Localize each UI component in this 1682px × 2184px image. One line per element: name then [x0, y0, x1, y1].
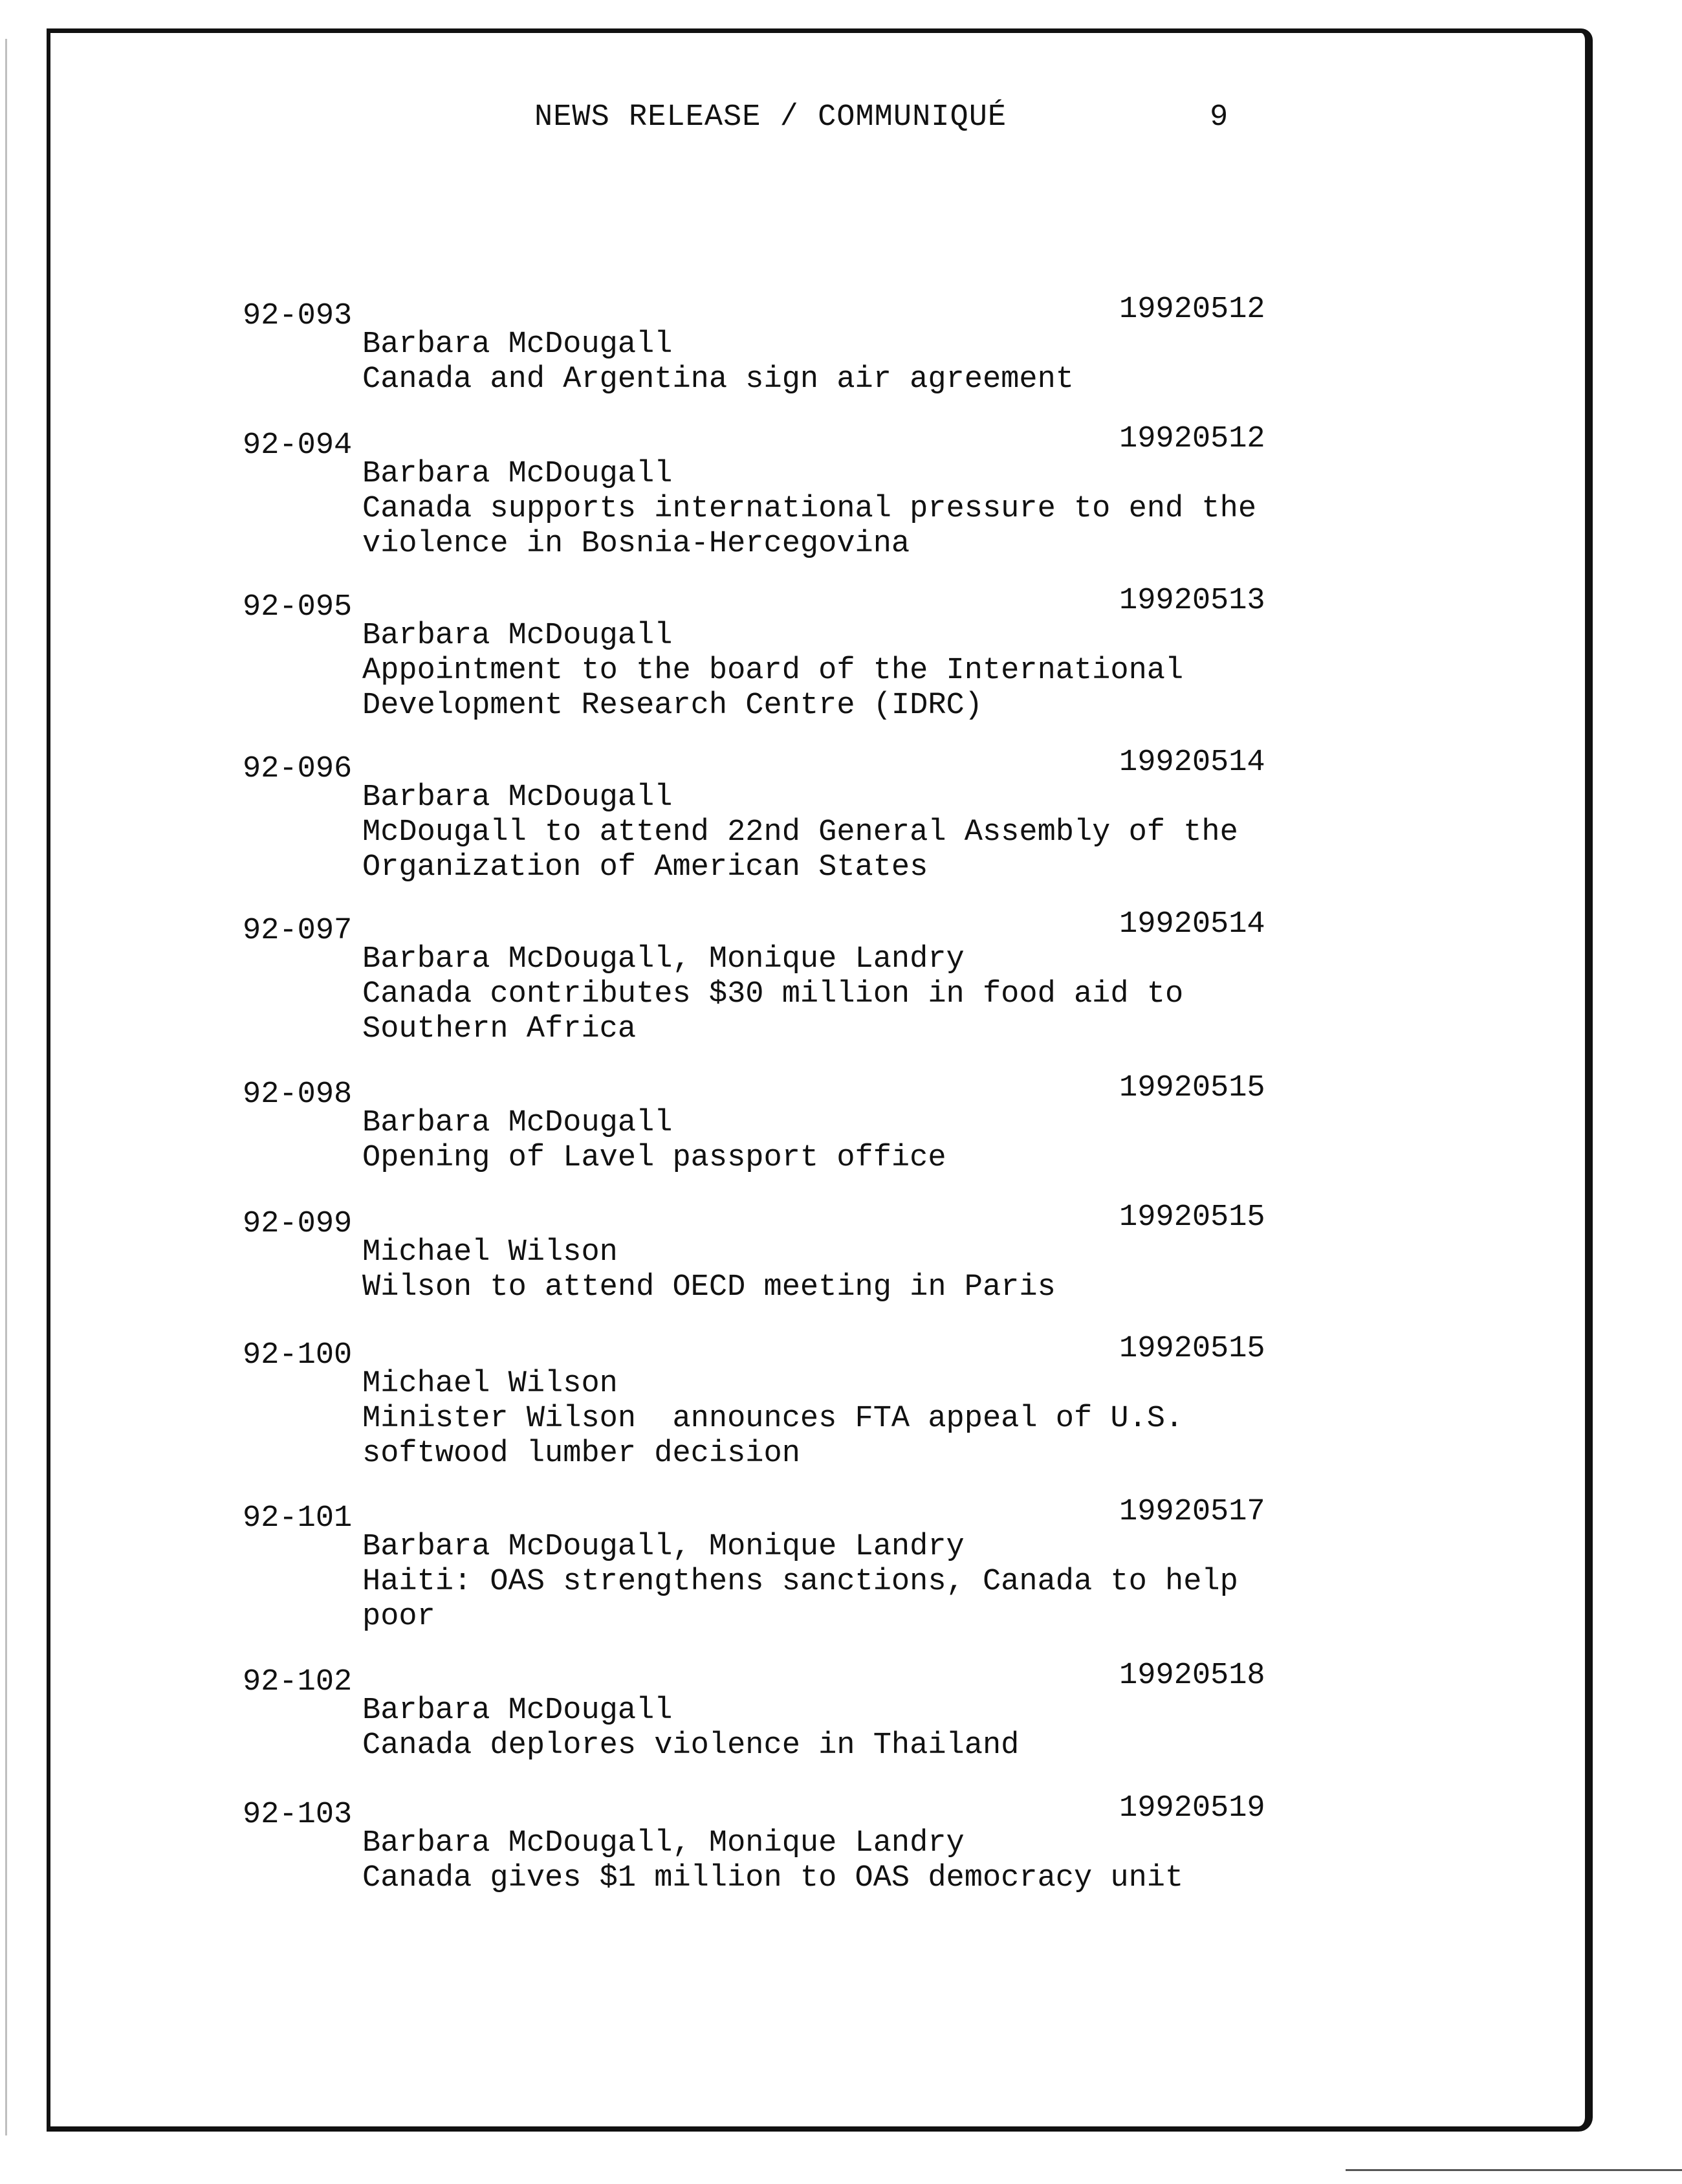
- release-number: 92-099: [243, 1207, 353, 1241]
- release-title-line: poor: [362, 1600, 435, 1634]
- release-date: 19920514: [1119, 745, 1265, 780]
- release-details: [362, 1367, 1333, 1472]
- release-title-line: Canada and Argentina sign air agreement: [362, 362, 1074, 397]
- release-details: [362, 327, 1333, 397]
- release-title-line: Haiti: OAS strengthens sanctions, Canada to help: [362, 1565, 1238, 1599]
- release-title-line: Canada supports international pressure to end the: [362, 492, 1257, 526]
- release-author: Barbara McDougall: [362, 1693, 673, 1728]
- release-author: Barbara McDougall: [362, 457, 673, 491]
- release-date: 19920512: [1119, 292, 1265, 327]
- release-number: 92-097: [243, 914, 353, 948]
- release-details: [362, 1235, 1333, 1305]
- release-title-line: Southern Africa: [362, 1012, 637, 1046]
- release-date: 19920519: [1119, 1791, 1265, 1826]
- page-number: 9: [1210, 100, 1229, 135]
- release-title-line: Canada deplores violence in Thailand: [362, 1728, 1020, 1763]
- release-number: 92-101: [243, 1501, 353, 1536]
- header-title: NEWS RELEASE / COMMUNIQUÉ: [534, 100, 1007, 135]
- release-number: 92-095: [243, 590, 353, 624]
- release-author: Barbara McDougall: [362, 619, 673, 653]
- release-number: 92-098: [243, 1077, 353, 1112]
- release-author: Barbara McDougall: [362, 327, 673, 362]
- release-title-line: Wilson to attend OECD meeting in Paris: [362, 1270, 1056, 1305]
- release-title-line: McDougall to attend 22nd General Assembly of the: [362, 815, 1238, 850]
- release-title-line: Canada contributes $30 million in food aid to: [362, 977, 1184, 1011]
- release-title-line: violence in Bosnia-Hercegovina: [362, 527, 910, 561]
- release-details: [362, 780, 1333, 885]
- release-details: [362, 942, 1333, 1047]
- release-details: [362, 457, 1333, 562]
- release-date: 19920515: [1119, 1200, 1265, 1235]
- release-author: Barbara McDougall, Monique Landry: [362, 942, 965, 976]
- release-number: 92-094: [243, 428, 353, 463]
- release-title-line: softwood lumber decision: [362, 1437, 800, 1471]
- release-number: 92-100: [243, 1338, 353, 1373]
- release-title-line: Development Research Centre (IDRC): [362, 689, 983, 723]
- release-number: 92-102: [243, 1665, 353, 1699]
- release-date: 19920513: [1119, 584, 1265, 618]
- release-date: 19920512: [1119, 422, 1265, 456]
- release-number: 92-093: [243, 299, 353, 333]
- release-title-line: Minister Wilson announces FTA appeal of U.S.: [362, 1402, 1184, 1436]
- release-date: 19920518: [1119, 1659, 1265, 1693]
- release-title-line: Appointment to the board of the International: [362, 654, 1184, 688]
- release-author: Michael Wilson: [362, 1235, 618, 1270]
- release-date: 19920515: [1119, 1071, 1265, 1105]
- release-author: Barbara McDougall: [362, 1106, 673, 1140]
- release-author: Barbara McDougall: [362, 780, 673, 815]
- release-author: Barbara McDougall, Monique Landry: [362, 1826, 965, 1860]
- release-author: Barbara McDougall, Monique Landry: [362, 1530, 965, 1564]
- release-details: [362, 619, 1333, 723]
- release-title-line: Canada gives $1 million to OAS democracy unit: [362, 1861, 1184, 1895]
- release-title-line: Organization of American States: [362, 850, 928, 885]
- release-details: [362, 1530, 1333, 1635]
- release-author: Michael Wilson: [362, 1367, 618, 1401]
- release-details: [362, 1826, 1333, 1896]
- release-number: 92-103: [243, 1798, 353, 1832]
- release-date: 19920514: [1119, 907, 1265, 942]
- release-title-line: Opening of Lavel passport office: [362, 1141, 946, 1175]
- release-date: 19920517: [1119, 1495, 1265, 1529]
- release-date: 19920515: [1119, 1332, 1265, 1366]
- release-details: [362, 1106, 1333, 1176]
- release-details: [362, 1693, 1333, 1763]
- release-number: 92-096: [243, 752, 353, 786]
